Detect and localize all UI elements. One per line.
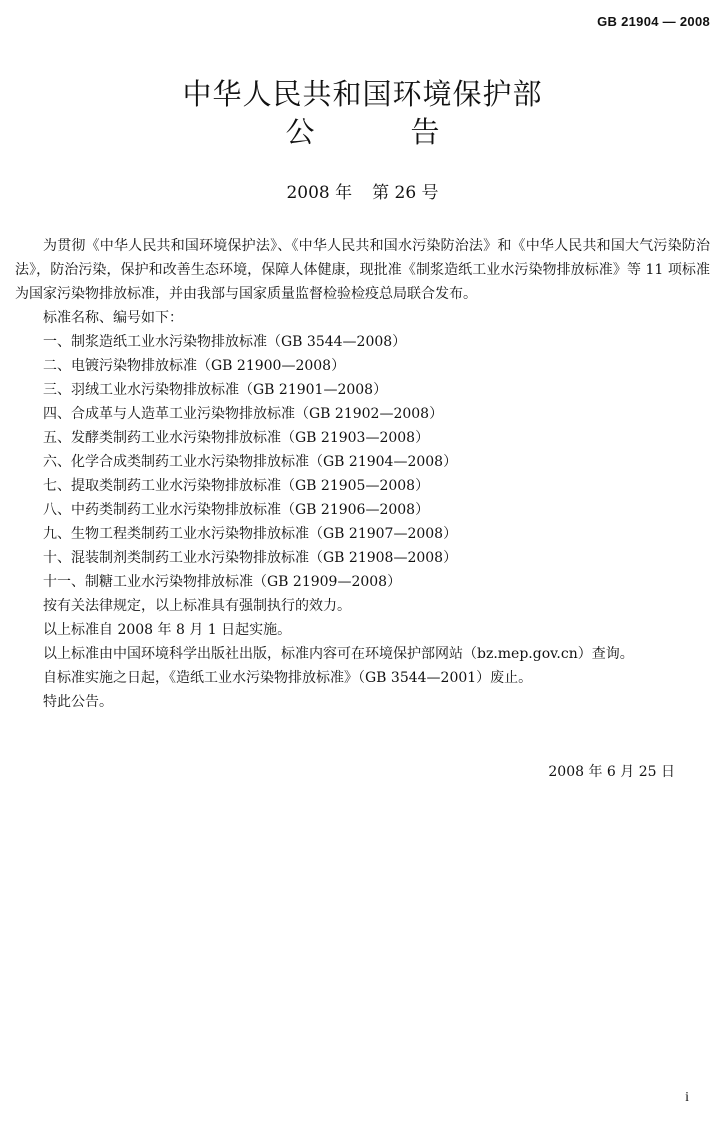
list-item: 十一、制糖工业水污染物排放标准（GB 21909—2008） [43,574,402,590]
list-item: 七、提取类制药工业水污染物排放标准（GB 21905—2008） [43,478,430,494]
list-item: 五、发酵类制药工业水污染物排放标准（GB 21903—2008） [43,430,430,446]
list-item: 六、化学合成类制药工业水污染物排放标准（GB 21904—2008） [43,454,458,470]
closing-statement: 特此公告。 [43,694,113,710]
intro-paragraph: 为贯彻《中华人民共和国环境保护法》、《中华人民共和国水污染防治法》和《中华人民共和国大气污染防治法》，防治污染，保护和改善生态环境，保障人体健康，现批准《制浆造纸工业水污染物排放标准》等 11 项标准为国家污染物排放标准，并由我部与国家质量监督检验检疫总局联合发布。 [15,238,710,302]
list-item: 四、合成革与人造革工业污染物排放标准（GB 21902—2008） [43,406,444,422]
publisher-statement: 以上标准由中国环境科学出版社出版，标准内容可在环境保护部网站（bz.mep.gov.cn）查询。 [43,646,634,662]
announcement-body [15,234,710,714]
effective-date-statement: 以上标准自 2008 年 8 月 1 日起实施。 [43,622,292,638]
list-item: 八、中药类制药工业水污染物排放标准（GB 21906—2008） [43,502,430,518]
announcement-heading [0,112,725,152]
list-item: 一、制浆造纸工业水污染物排放标准（GB 3544—2008） [43,334,407,350]
issue-date: 2008 年 6 月 25 日 [548,764,675,780]
announcement-year: 2008 年 [286,183,353,203]
standards-list [15,330,710,594]
issuer-title: 中华人民共和国环境保护部 [182,77,543,111]
standard-code: GB 21904 — 2008 [597,14,710,29]
list-intro: 标准名称、编号如下： [43,310,183,326]
repeal-statement: 自标准实施之日起，《造纸工业水污染物排放标准》（GB 3544—2001）废止。 [43,670,533,686]
list-item: 十、混装制剂类制药工业水污染物排放标准（GB 21908—2008） [43,550,458,566]
list-item: 九、生物工程类制药工业水污染物排放标准（GB 21907—2008） [43,526,458,542]
page-number: i [685,1090,689,1105]
announcement-number [0,180,725,206]
announcement-serial: 第 26 号 [372,183,439,203]
list-item: 三、羽绒工业水污染物排放标准（GB 21901—2008） [43,382,388,398]
announcement-heading-right: 告 [410,115,440,149]
list-item: 二、电镀污染物排放标准（GB 21900—2008） [43,358,346,374]
mandatory-statement: 按有关法律规定，以上标准具有强制执行的效力。 [43,598,351,614]
announcement-heading-left: 公 [285,115,315,149]
